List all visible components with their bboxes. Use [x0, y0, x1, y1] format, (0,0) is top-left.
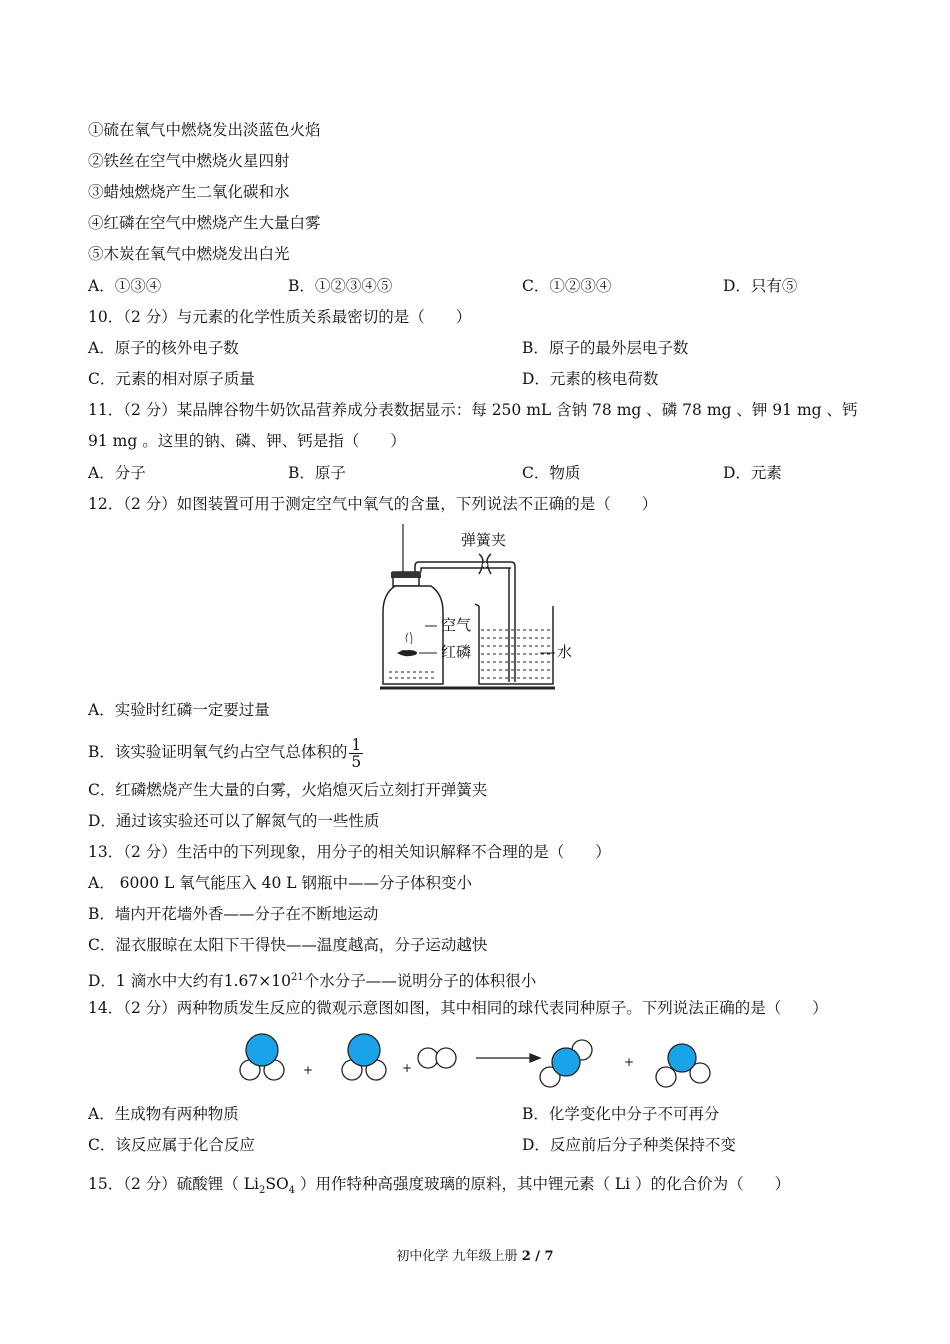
reaction-arrow — [476, 1054, 540, 1062]
q9-option-b: B．①②③④⑤ — [288, 277, 393, 295]
q12-option-d: D．通过该实验还可以了解氮气的一些性质 — [88, 812, 380, 830]
footer-text: 初中化学 九年级上册 — [396, 1249, 522, 1264]
plus-sign-1: + — [303, 1063, 314, 1077]
q12-option-a: A．实验时红磷一定要过量 — [88, 701, 270, 719]
q13-stem: 13．（2 分）生活中的下列现象，用分子的相关知识解释不合理的是（ ） — [88, 843, 611, 861]
q14-option-c: C．该反应属于化合反应 — [88, 1136, 255, 1154]
q9-item-3: ③蜡烛燃烧产生二氧化碳和水 — [88, 183, 290, 201]
reactant-molecule-1 — [240, 1034, 284, 1080]
q12-option-b — [88, 733, 363, 771]
reactant-molecule-2 — [342, 1034, 386, 1080]
q9-item-5: ⑤木炭在氧气中燃烧发出白光 — [88, 245, 290, 263]
q10-option-d: D．元素的核电荷数 — [522, 370, 659, 388]
q14-option-a: A．生成物有两种物质 — [88, 1105, 239, 1123]
q11-stem-line2: 91 mg 。这里的钠、磷、钾、钙是指（ ） — [88, 432, 406, 450]
fraction-one-fifth — [349, 737, 363, 770]
label-water: 水 — [557, 643, 573, 661]
q15-stem-post: ）用作特种高强度玻璃的原料，其中锂元素（ Li ）的化合价为（ ） — [295, 1175, 791, 1193]
q11-stem-line1: 11．（2 分）某品牌谷物牛奶饮品营养成分表数据显示：每 250 mL 含钠 78 mg 、磷 78 mg 、钾 91 mg 、钙 — [88, 401, 858, 419]
q15-stem — [88, 1174, 790, 1201]
q10-stem: 10．（2 分）与元素的化学性质关系最密切的是（ ） — [88, 308, 472, 326]
page-footer — [0, 1245, 950, 1264]
q15-sub-4: 4 — [288, 1185, 296, 1197]
q13-option-d-num: 1.67×10 — [223, 972, 291, 991]
q11-option-b: B．原子 — [288, 464, 346, 482]
page-number: 2 / 7 — [521, 1249, 554, 1264]
reactant-molecule-3 — [418, 1048, 456, 1068]
q12-option-c: C．红磷燃烧产生大量的白雾，火焰熄灭后立刻打开弹簧夹 — [88, 781, 488, 799]
fraction-numerator: 1 — [351, 735, 362, 754]
q15-sub-2: 2 — [258, 1185, 266, 1197]
label-spring-clip: 弹簧夹 — [461, 531, 507, 549]
q9-item-4: ④红磷在空气中燃烧产生大量白雾 — [88, 214, 321, 232]
q10-option-b: B．原子的最外层电子数 — [522, 339, 689, 357]
q12-option-b-text: B．该实验证明氧气约占空气总体积的 — [88, 743, 348, 761]
q15-stem-pre: 15．（2 分）硫酸锂（ Li — [88, 1175, 259, 1193]
q13-option-d — [88, 968, 536, 991]
q9-item-1: ①硫在氧气中燃烧发出淡蓝色火焰 — [88, 121, 321, 139]
q11-option-a: A．分子 — [88, 464, 146, 482]
q14-option-d: D．反应前后分子种类保持不变 — [522, 1136, 736, 1154]
q12-stem: 12．（2 分）如图装置可用于测定空气中氧气的含量，下列说法不正确的是（ ） — [88, 495, 658, 513]
q11-option-d: D．元素 — [723, 464, 782, 482]
q13-option-c: C．湿衣服晾在太阳下干得快——温度越高，分子运动越快 — [88, 936, 488, 954]
q9-option-c: C．①②③④ — [522, 277, 612, 295]
q10-option-a: A．原子的核外电子数 — [88, 339, 239, 357]
q13-option-d-pre: D．1 滴水中大约有 — [88, 972, 224, 991]
q14-option-b: B．化学变化中分子不可再分 — [522, 1105, 720, 1123]
plus-sign-3: + — [624, 1055, 635, 1069]
product-molecule-1 — [540, 1040, 592, 1087]
q9-item-2: ②铁丝在空气中燃烧火星四射 — [88, 152, 290, 170]
q13-option-b: B．墙内开花墙外香——分子在不断地运动 — [88, 905, 379, 923]
product-molecule-2 — [656, 1044, 710, 1087]
q10-option-c: C．元素的相对原子质量 — [88, 370, 255, 388]
label-air: 空气 — [441, 616, 472, 634]
fraction-denominator: 5 — [351, 752, 362, 771]
q13-option-a: A． 6000 L 氧气能压入 40 L 钢瓶中——分子体积变小 — [88, 874, 473, 892]
q15-formula-so: SO — [265, 1175, 289, 1193]
q9-option-d: D．只有⑤ — [723, 277, 798, 295]
q13-option-d-post: 个水分子——说明分子的体积很小 — [303, 972, 537, 991]
q9-option-a: A．①③④ — [88, 277, 162, 295]
q14-stem: 14．（2 分）两种物质发生反应的微观示意图如图，其中相同的球代表同种原子。下列说法正确的是（ ） — [88, 999, 828, 1017]
label-red-phosphorus: 红磷 — [441, 643, 472, 661]
plus-sign-2: + — [402, 1061, 413, 1075]
q13-option-d-exp: 21 — [290, 972, 304, 983]
q11-option-c: C．物质 — [522, 464, 581, 482]
